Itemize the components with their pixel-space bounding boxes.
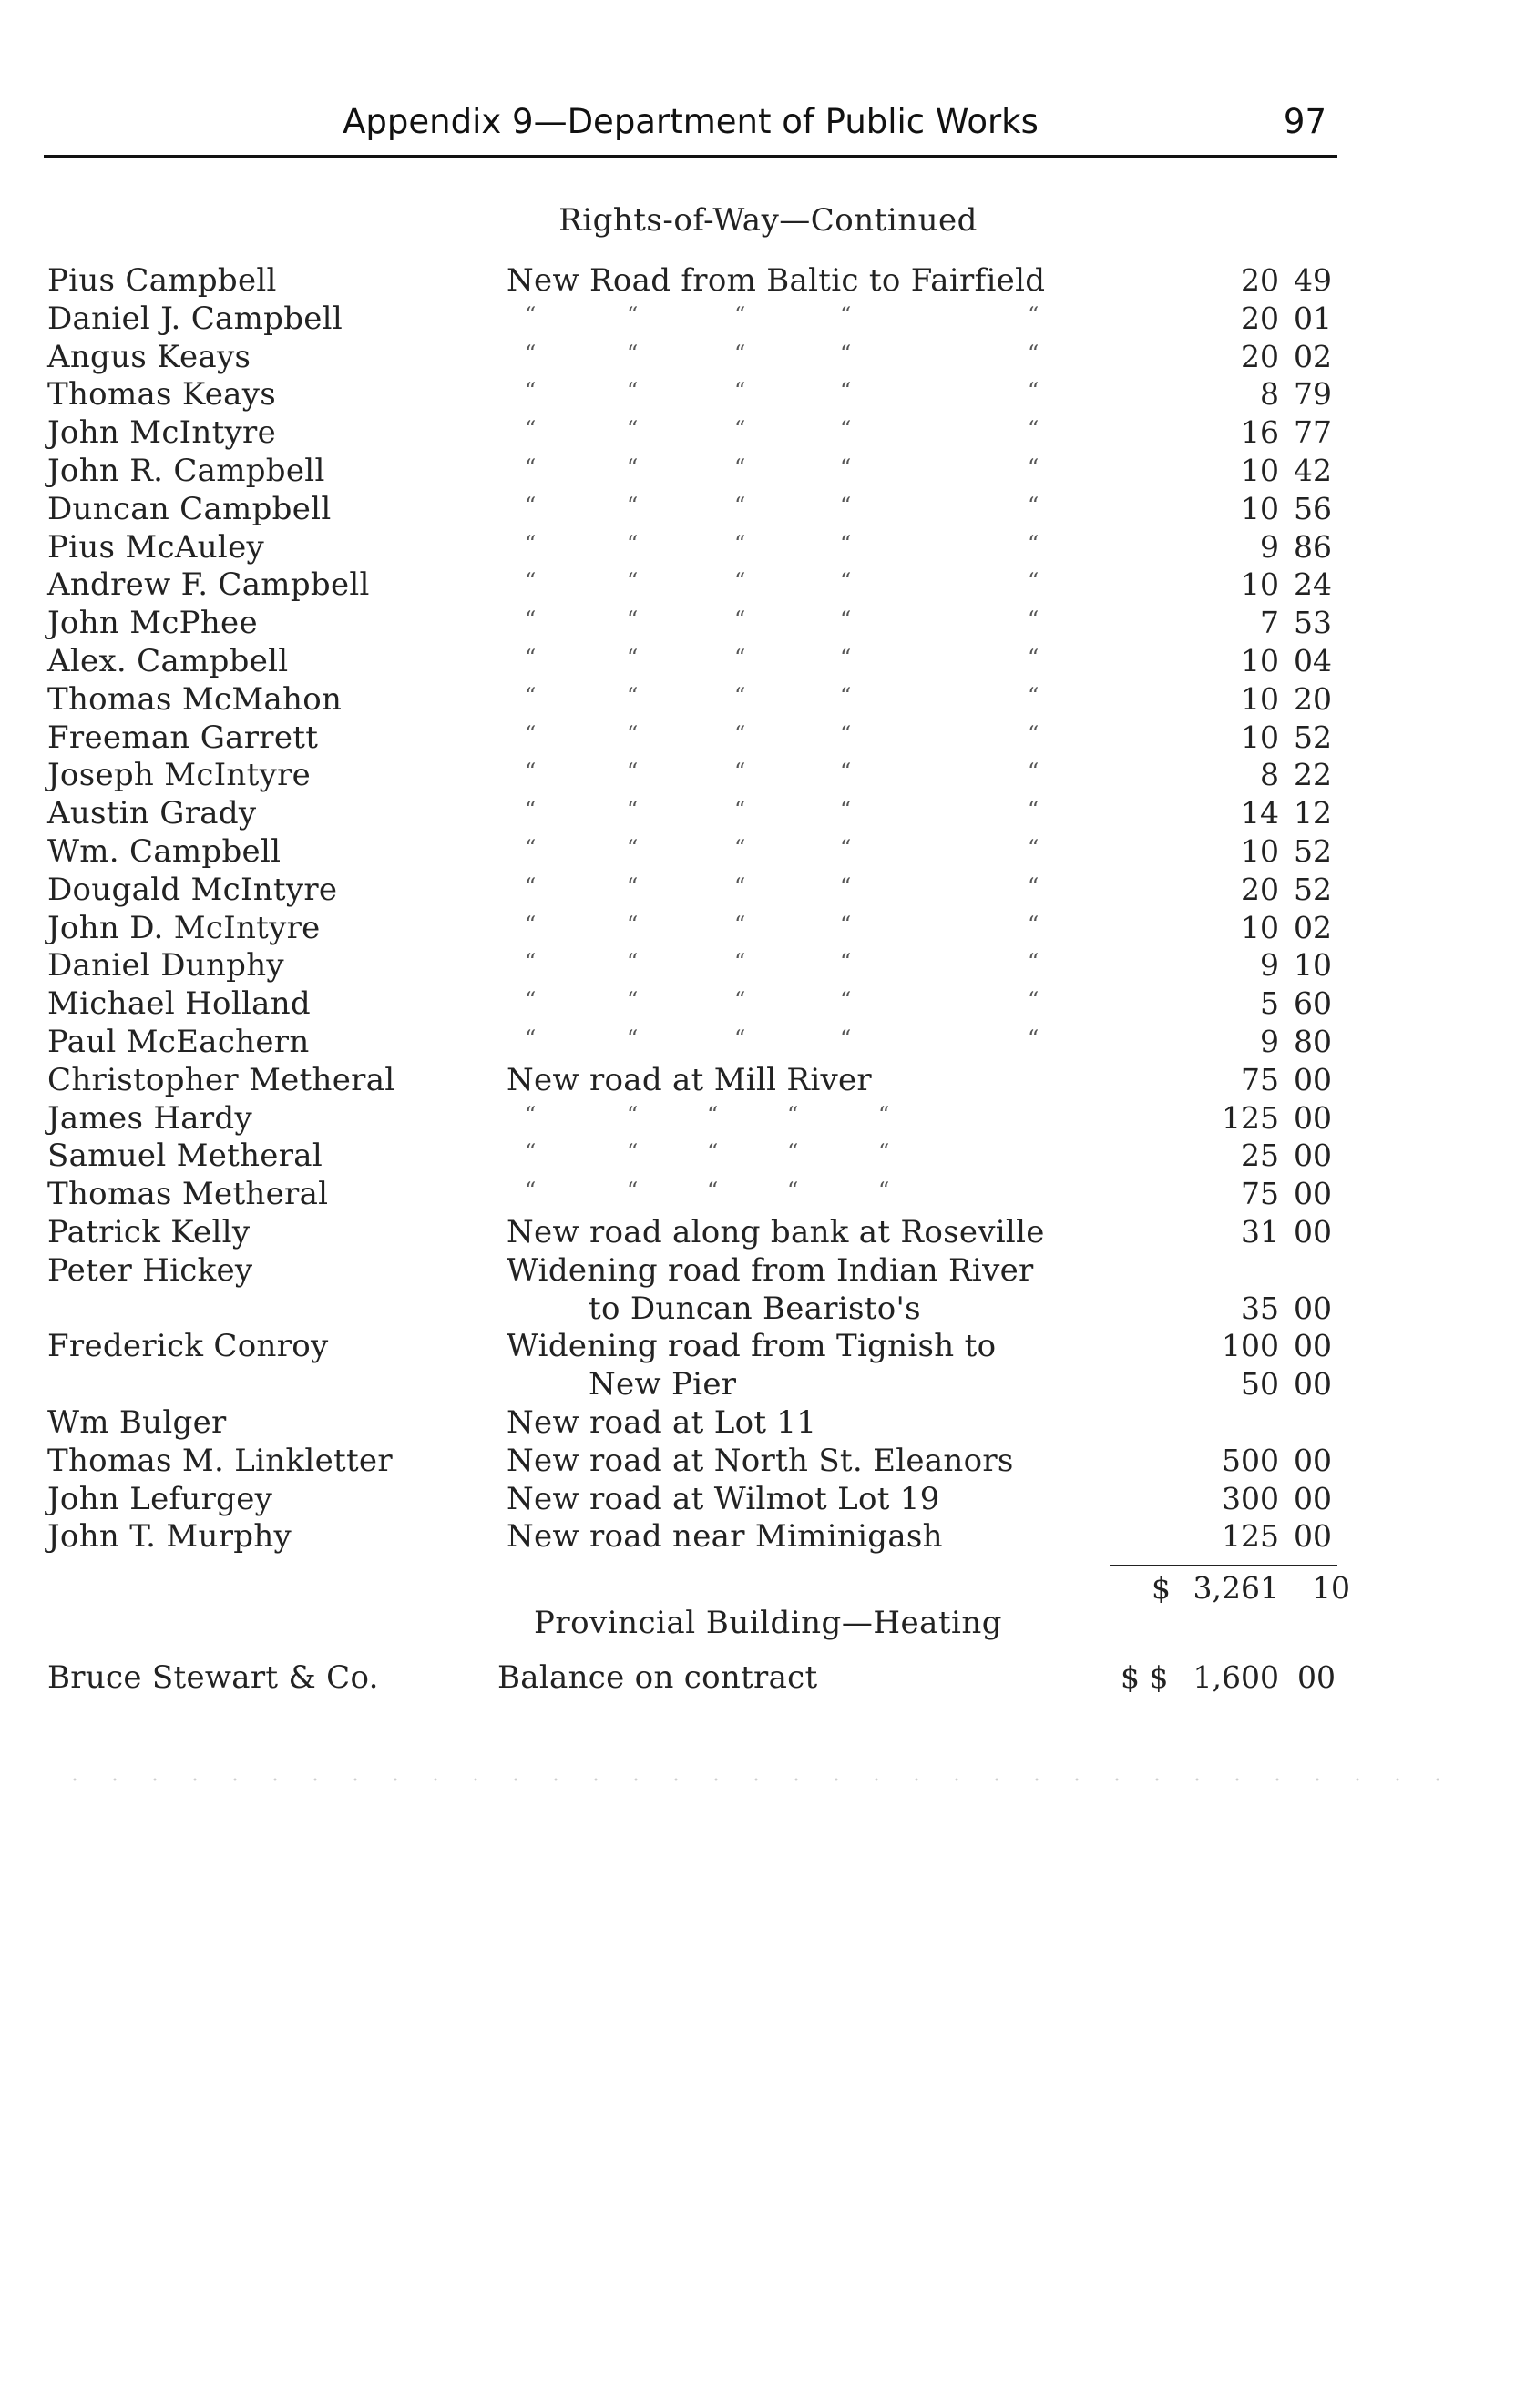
total-currency: $ bbox=[1152, 1570, 1171, 1606]
amount-dollars: 125 bbox=[1222, 1100, 1279, 1136]
ditto-mark: “ bbox=[525, 302, 537, 328]
payee-name: Daniel Dunphy bbox=[47, 947, 284, 984]
amount-cents: 79 bbox=[1294, 376, 1332, 412]
ditto-mark: “ bbox=[707, 1178, 719, 1203]
ditto-mark: “ bbox=[840, 302, 852, 328]
ditto-mark: “ bbox=[1028, 759, 1039, 784]
ditto-mark: “ bbox=[734, 1025, 746, 1051]
ditto-mark: “ bbox=[525, 912, 537, 937]
ditto-mark: “ bbox=[734, 797, 746, 822]
payment-description: New road at North St. Eleanors bbox=[507, 1443, 1014, 1479]
ditto-mark: “ bbox=[840, 378, 852, 403]
amount-cents: 00 bbox=[1294, 1291, 1332, 1326]
table-row bbox=[0, 529, 1536, 567]
ditto-mark: “ bbox=[878, 1178, 890, 1203]
ditto-mark: “ bbox=[627, 987, 639, 1013]
table-row bbox=[0, 453, 1536, 491]
amount-cents: 01 bbox=[1294, 301, 1332, 336]
ditto-mark: “ bbox=[1028, 949, 1039, 974]
ditto-mark: “ bbox=[525, 568, 537, 594]
payee-name: Wm Bulger bbox=[47, 1404, 227, 1441]
page-number: 97 bbox=[1283, 102, 1326, 141]
ditto-mark: “ bbox=[525, 683, 537, 709]
ditto-mark: “ bbox=[525, 721, 537, 747]
ditto-mark: “ bbox=[627, 912, 639, 937]
amount-cents: 80 bbox=[1294, 1024, 1332, 1059]
table-row bbox=[0, 1024, 1536, 1062]
payee-name: Christopher Metheral bbox=[47, 1062, 395, 1098]
ditto-mark: “ bbox=[525, 416, 537, 442]
ditto-mark: “ bbox=[525, 607, 537, 632]
payee-name: Michael Holland bbox=[47, 985, 312, 1022]
ditto-mark: “ bbox=[840, 835, 852, 861]
amount-cents: 52 bbox=[1294, 719, 1332, 755]
amount-cents: 00 bbox=[1294, 1214, 1332, 1250]
table-row bbox=[0, 262, 1536, 301]
ditto-mark: “ bbox=[525, 341, 537, 366]
ditto-mark: “ bbox=[787, 1139, 799, 1165]
amount-dollars: 500 bbox=[1222, 1443, 1279, 1478]
amount-dollars: 10 bbox=[1241, 833, 1279, 869]
table-row bbox=[0, 566, 1536, 605]
ditto-mark: “ bbox=[627, 835, 639, 861]
payee-name: Austin Grady bbox=[47, 795, 257, 832]
payee-name: Pius McAuley bbox=[47, 529, 265, 566]
amount-dollars: 9 bbox=[1260, 947, 1279, 983]
table-row bbox=[0, 1481, 1536, 1519]
ditto-marks bbox=[507, 1178, 1053, 1210]
payee-name: John Lefurgey bbox=[47, 1481, 273, 1517]
amount-dollars: 10 bbox=[1241, 719, 1279, 755]
table-row bbox=[0, 757, 1536, 795]
ditto-mark: “ bbox=[1028, 987, 1039, 1013]
amount-cents: 00 bbox=[1294, 1481, 1332, 1516]
ditto-marks bbox=[507, 302, 1053, 335]
ditto-mark: “ bbox=[840, 454, 852, 480]
ditto-mark: “ bbox=[627, 683, 639, 709]
ditto-mark: “ bbox=[1028, 645, 1039, 670]
dotted-separator bbox=[55, 1776, 1476, 1783]
payment-description: Balance on contract bbox=[497, 1659, 818, 1696]
payee-name: Thomas Keays bbox=[47, 376, 276, 413]
amount-dollars: 10 bbox=[1241, 491, 1279, 526]
ditto-mark: “ bbox=[627, 1139, 639, 1165]
ditto-mark: “ bbox=[525, 1025, 537, 1051]
amount-cents: 77 bbox=[1294, 414, 1332, 450]
amount-dollars: 10 bbox=[1241, 643, 1279, 679]
payment-description: New road along bank at Roseville bbox=[507, 1214, 1045, 1250]
payee-name: John D. McIntyre bbox=[47, 910, 321, 946]
ditto-mark: “ bbox=[734, 912, 746, 937]
amount-cents: 24 bbox=[1294, 566, 1332, 602]
payee-name: Wm. Campbell bbox=[47, 833, 282, 870]
payee-name: Angus Keays bbox=[47, 339, 251, 375]
ditto-mark: “ bbox=[734, 949, 746, 974]
ditto-mark: “ bbox=[734, 302, 746, 328]
section-title-rights-of-way: Rights-of-Way—Continued bbox=[558, 202, 978, 239]
ditto-mark: “ bbox=[878, 1102, 890, 1127]
ditto-marks bbox=[507, 607, 1053, 639]
payee-name: Alex. Campbell bbox=[47, 643, 289, 679]
ditto-mark: “ bbox=[840, 531, 852, 556]
table-row bbox=[0, 1443, 1536, 1481]
amount-dollars: 5 bbox=[1260, 985, 1279, 1021]
amount-dollars: 20 bbox=[1241, 262, 1279, 298]
heating-amount bbox=[1093, 1659, 1352, 1698]
ditto-mark: “ bbox=[1028, 454, 1039, 480]
ditto-mark: “ bbox=[1028, 835, 1039, 861]
ditto-mark: “ bbox=[1028, 683, 1039, 709]
ditto-mark: “ bbox=[734, 493, 746, 518]
payee-name: Duncan Campbell bbox=[47, 491, 332, 527]
ditto-mark: “ bbox=[525, 797, 537, 822]
ditto-mark: “ bbox=[525, 378, 537, 403]
amount-cents: 20 bbox=[1294, 681, 1332, 717]
ditto-mark: “ bbox=[627, 568, 639, 594]
amount-cents: 00 bbox=[1294, 1518, 1332, 1554]
ditto-marks bbox=[507, 873, 1053, 906]
ditto-mark: “ bbox=[627, 873, 639, 899]
amount-cents: 60 bbox=[1294, 985, 1332, 1021]
amount-cents: 04 bbox=[1294, 643, 1332, 679]
payee-name: John T. Murphy bbox=[47, 1518, 292, 1555]
payment-description-continued: New Pier bbox=[589, 1366, 737, 1403]
ditto-mark: “ bbox=[525, 1178, 537, 1203]
ditto-marks bbox=[507, 493, 1053, 525]
amount-dollars: 9 bbox=[1260, 529, 1279, 565]
amount-cents: 00 bbox=[1294, 1443, 1332, 1478]
ditto-mark: “ bbox=[627, 721, 639, 747]
ditto-mark: “ bbox=[525, 1102, 537, 1127]
payment-description: Widening road from Tignish to bbox=[507, 1328, 997, 1364]
total-dollars: 3,261 bbox=[1193, 1570, 1279, 1606]
ditto-mark: “ bbox=[734, 378, 746, 403]
running-title: Appendix 9—Department of Public Works bbox=[343, 102, 1039, 141]
ditto-mark: “ bbox=[627, 341, 639, 366]
ditto-mark: “ bbox=[1028, 912, 1039, 937]
ditto-mark: “ bbox=[840, 568, 852, 594]
ditto-mark: “ bbox=[734, 873, 746, 899]
ditto-mark: “ bbox=[840, 987, 852, 1013]
ditto-mark: “ bbox=[627, 416, 639, 442]
table-row bbox=[0, 1366, 1536, 1404]
ditto-mark: “ bbox=[1028, 873, 1039, 899]
ditto-mark: “ bbox=[840, 683, 852, 709]
ditto-mark: “ bbox=[627, 607, 639, 632]
amount-dollars: 8 bbox=[1260, 757, 1279, 792]
ditto-mark: “ bbox=[1028, 531, 1039, 556]
header-rule bbox=[44, 155, 1337, 158]
ditto-mark: “ bbox=[525, 1139, 537, 1165]
amount-dollars: 75 bbox=[1241, 1062, 1279, 1097]
ditto-mark: “ bbox=[1028, 302, 1039, 328]
payment-description: New road at Mill River bbox=[507, 1062, 872, 1098]
payee-name: Pius Campbell bbox=[47, 262, 277, 299]
heating-cents: 00 bbox=[1297, 1659, 1336, 1695]
payee-name: John McIntyre bbox=[47, 414, 277, 451]
table-row bbox=[0, 910, 1536, 948]
heating-currency: $ $ bbox=[1121, 1659, 1169, 1695]
ditto-mark: “ bbox=[734, 645, 746, 670]
ditto-mark: “ bbox=[1028, 568, 1039, 594]
table-row bbox=[0, 1518, 1536, 1556]
table-row bbox=[0, 301, 1536, 339]
payment-description-continued: to Duncan Bearisto's bbox=[589, 1291, 921, 1327]
table-row bbox=[0, 1404, 1536, 1443]
amount-cents: 00 bbox=[1294, 1328, 1332, 1363]
heating-dollars: 1,600 bbox=[1193, 1659, 1279, 1695]
payee-name: Paul McEachern bbox=[47, 1024, 310, 1060]
table-row bbox=[0, 643, 1536, 681]
payee-name: Patrick Kelly bbox=[47, 1214, 251, 1250]
amount-cents: 00 bbox=[1294, 1062, 1332, 1097]
ditto-mark: “ bbox=[734, 721, 746, 747]
ditto-mark: “ bbox=[840, 607, 852, 632]
ditto-mark: “ bbox=[1028, 341, 1039, 366]
payment-description: Widening road from Indian River bbox=[507, 1252, 1034, 1289]
amount-dollars: 300 bbox=[1222, 1481, 1279, 1516]
payment-description: New road near Miminigash bbox=[507, 1518, 943, 1555]
amount-cents: 22 bbox=[1294, 757, 1332, 792]
page-header bbox=[44, 102, 1337, 155]
payee-name: Frederick Conroy bbox=[47, 1328, 329, 1364]
ditto-mark: “ bbox=[525, 759, 537, 784]
amount-dollars: 9 bbox=[1260, 1024, 1279, 1059]
amount-dollars: 8 bbox=[1260, 376, 1279, 412]
table-row bbox=[0, 1291, 1536, 1329]
amount-cents: 42 bbox=[1294, 453, 1332, 488]
ditto-mark: “ bbox=[627, 531, 639, 556]
table-row bbox=[0, 1100, 1536, 1138]
amount-cents: 10 bbox=[1294, 947, 1332, 983]
ditto-mark: “ bbox=[840, 873, 852, 899]
ditto-marks bbox=[507, 912, 1053, 944]
ditto-mark: “ bbox=[1028, 493, 1039, 518]
ditto-mark: “ bbox=[734, 987, 746, 1013]
ditto-marks bbox=[507, 531, 1053, 564]
ditto-mark: “ bbox=[840, 416, 852, 442]
amount-cents: 02 bbox=[1294, 910, 1332, 945]
payee-name: Thomas McMahon bbox=[47, 681, 343, 718]
ditto-mark: “ bbox=[734, 759, 746, 784]
amount-dollars: 35 bbox=[1241, 1291, 1279, 1326]
ditto-mark: “ bbox=[627, 1025, 639, 1051]
ditto-mark: “ bbox=[707, 1102, 719, 1127]
amount-cents: 86 bbox=[1294, 529, 1332, 565]
ditto-marks bbox=[507, 645, 1053, 678]
ditto-mark: “ bbox=[627, 378, 639, 403]
table-row bbox=[0, 719, 1536, 758]
ditto-mark: “ bbox=[525, 645, 537, 670]
ditto-mark: “ bbox=[1028, 797, 1039, 822]
ditto-mark: “ bbox=[734, 341, 746, 366]
ditto-marks bbox=[507, 378, 1053, 411]
table-row bbox=[0, 1252, 1536, 1291]
amount-cents: 00 bbox=[1294, 1100, 1332, 1136]
ditto-mark: “ bbox=[840, 1025, 852, 1051]
ditto-mark: “ bbox=[627, 302, 639, 328]
ditto-mark: “ bbox=[787, 1102, 799, 1127]
payee-name: Daniel J. Campbell bbox=[47, 301, 343, 337]
ditto-mark: “ bbox=[1028, 378, 1039, 403]
ditto-mark: “ bbox=[525, 987, 537, 1013]
ditto-mark: “ bbox=[525, 531, 537, 556]
table-row bbox=[0, 605, 1536, 643]
ditto-mark: “ bbox=[525, 454, 537, 480]
ditto-mark: “ bbox=[627, 949, 639, 974]
ditto-marks bbox=[507, 341, 1053, 373]
ditto-mark: “ bbox=[734, 531, 746, 556]
amount-dollars: 75 bbox=[1241, 1176, 1279, 1211]
payee-name: Samuel Metheral bbox=[47, 1138, 323, 1174]
amount-dollars: 10 bbox=[1241, 910, 1279, 945]
payee-name: John R. Campbell bbox=[47, 453, 325, 489]
ditto-mark: “ bbox=[840, 912, 852, 937]
ditto-mark: “ bbox=[734, 607, 746, 632]
ditto-marks bbox=[507, 987, 1053, 1020]
amount-dollars: 20 bbox=[1241, 339, 1279, 374]
payee-name: Thomas M. Linkletter bbox=[47, 1443, 393, 1479]
ditto-mark: “ bbox=[734, 568, 746, 594]
ditto-mark: “ bbox=[627, 493, 639, 518]
ditto-mark: “ bbox=[734, 683, 746, 709]
ditto-marks bbox=[507, 759, 1053, 791]
amount-dollars: 50 bbox=[1241, 1366, 1279, 1402]
amount-dollars: 31 bbox=[1241, 1214, 1279, 1250]
table-row bbox=[0, 795, 1536, 833]
payee-name: John McPhee bbox=[47, 605, 258, 641]
total-rule bbox=[1110, 1565, 1337, 1566]
payee-name: Peter Hickey bbox=[47, 1252, 253, 1289]
table-row bbox=[0, 339, 1536, 377]
amount-cents: 00 bbox=[1294, 1138, 1332, 1173]
ditto-mark: “ bbox=[525, 493, 537, 518]
amount-cents: 02 bbox=[1294, 339, 1332, 374]
ditto-mark: “ bbox=[734, 416, 746, 442]
amount-dollars: 14 bbox=[1241, 795, 1279, 831]
table-row bbox=[0, 491, 1536, 529]
ditto-mark: “ bbox=[840, 949, 852, 974]
amount-dollars: 10 bbox=[1241, 566, 1279, 602]
ditto-mark: “ bbox=[840, 797, 852, 822]
ditto-marks bbox=[507, 568, 1053, 601]
amount-dollars: 20 bbox=[1241, 301, 1279, 336]
ditto-mark: “ bbox=[840, 645, 852, 670]
ditto-mark: “ bbox=[787, 1178, 799, 1203]
table-row bbox=[0, 1062, 1536, 1100]
ditto-mark: “ bbox=[1028, 721, 1039, 747]
ditto-mark: “ bbox=[627, 759, 639, 784]
amount-dollars: 10 bbox=[1241, 453, 1279, 488]
table-row bbox=[0, 681, 1536, 719]
ditto-marks bbox=[507, 454, 1053, 487]
ditto-mark: “ bbox=[627, 1102, 639, 1127]
payee-name: James Hardy bbox=[47, 1100, 252, 1137]
amount-dollars: 20 bbox=[1241, 872, 1279, 907]
ditto-mark: “ bbox=[1028, 607, 1039, 632]
table-row bbox=[0, 1176, 1536, 1214]
ditto-mark: “ bbox=[840, 721, 852, 747]
payee-name: Joseph McIntyre bbox=[47, 757, 312, 793]
amount-dollars: 100 bbox=[1222, 1328, 1279, 1363]
amount-cents: 00 bbox=[1294, 1366, 1332, 1402]
payee-name: Freeman Garrett bbox=[47, 719, 319, 756]
table-row bbox=[0, 1328, 1536, 1366]
payee-name: Dougald McIntyre bbox=[47, 872, 338, 908]
table-row bbox=[0, 376, 1536, 414]
ditto-mark: “ bbox=[627, 645, 639, 670]
ditto-mark: “ bbox=[840, 341, 852, 366]
amount-cents: 00 bbox=[1294, 1176, 1332, 1211]
ditto-marks bbox=[507, 1102, 1053, 1135]
ditto-mark: “ bbox=[734, 835, 746, 861]
ditto-mark: “ bbox=[525, 873, 537, 899]
ditto-mark: “ bbox=[840, 493, 852, 518]
payment-description: New Road from Baltic to Fairfield bbox=[507, 262, 1046, 299]
amount-cents: 52 bbox=[1294, 872, 1332, 907]
ditto-mark: “ bbox=[627, 1178, 639, 1203]
ditto-marks bbox=[507, 949, 1053, 982]
table-row bbox=[0, 833, 1536, 872]
ditto-mark: “ bbox=[707, 1139, 719, 1165]
ditto-mark: “ bbox=[1028, 416, 1039, 442]
amount-cents: 49 bbox=[1294, 262, 1332, 298]
table-row bbox=[0, 414, 1536, 453]
amount-dollars: 10 bbox=[1241, 681, 1279, 717]
payee-name: Andrew F. Campbell bbox=[47, 566, 370, 603]
ditto-marks bbox=[507, 797, 1053, 830]
amount-dollars: 25 bbox=[1241, 1138, 1279, 1173]
ditto-mark: “ bbox=[627, 454, 639, 480]
ditto-marks bbox=[507, 416, 1053, 449]
total-amount bbox=[1148, 1570, 1352, 1608]
ditto-marks bbox=[507, 721, 1053, 754]
ditto-marks bbox=[507, 683, 1053, 716]
table-row bbox=[0, 1138, 1536, 1176]
amount-cents: 52 bbox=[1294, 833, 1332, 869]
payee-name: Thomas Metheral bbox=[47, 1176, 329, 1212]
ditto-mark: “ bbox=[525, 949, 537, 974]
payment-description: New road at Wilmot Lot 19 bbox=[507, 1481, 940, 1517]
table-row bbox=[0, 1214, 1536, 1252]
ditto-mark: “ bbox=[878, 1139, 890, 1165]
ditto-marks bbox=[507, 835, 1053, 868]
amount-cents: 53 bbox=[1294, 605, 1332, 640]
amount-dollars: 16 bbox=[1241, 414, 1279, 450]
ditto-mark: “ bbox=[627, 797, 639, 822]
payment-description: New road at Lot 11 bbox=[507, 1404, 817, 1441]
amount-cents: 56 bbox=[1294, 491, 1332, 526]
amount-cents: 12 bbox=[1294, 795, 1332, 831]
payee-name: Bruce Stewart & Co. bbox=[47, 1659, 379, 1696]
ditto-marks bbox=[507, 1139, 1053, 1172]
section-title-heating: Provincial Building—Heating bbox=[533, 1605, 1003, 1641]
ditto-mark: “ bbox=[525, 835, 537, 861]
table-row bbox=[0, 947, 1536, 985]
ditto-mark: “ bbox=[840, 759, 852, 784]
total-cents: 10 bbox=[1312, 1570, 1350, 1606]
amount-dollars: 125 bbox=[1222, 1518, 1279, 1554]
ditto-marks bbox=[507, 1025, 1053, 1058]
ditto-mark: “ bbox=[1028, 1025, 1039, 1051]
table-row bbox=[0, 872, 1536, 910]
ditto-mark: “ bbox=[734, 454, 746, 480]
table-row bbox=[0, 985, 1536, 1024]
amount-dollars: 7 bbox=[1260, 605, 1279, 640]
